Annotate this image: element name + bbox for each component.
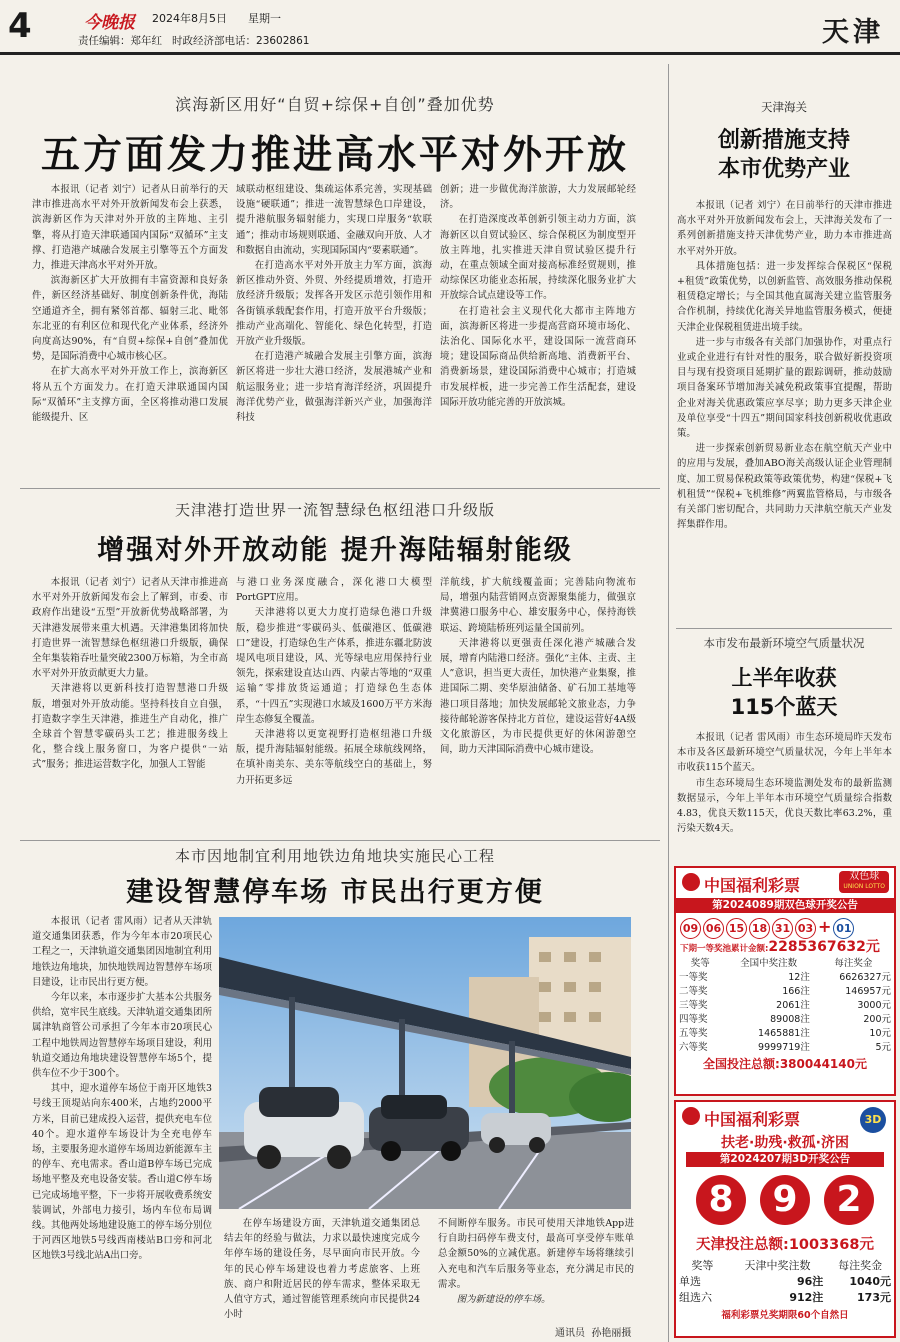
editor-line: 责任编辑：郑年红 时政经济部电话：23602861 bbox=[78, 35, 310, 47]
paper-logo: 今晚报 bbox=[84, 13, 135, 33]
digit-ball: 2 bbox=[824, 1175, 874, 1225]
article2-column-2: 与港口业务深度融合，深化港口大模型PortGPT应用。 天津港将以更大力度打造绿色港口升级版，稳步推进“零碳码头、低碳港区、低碳港口”建设，打造绿色生产体系，推进东疆北防波堤风电项目建设，风、光等绿电应用保持行业领先，探索建设直达山西、内蒙古等地的“双重运输”零排放货运通道；打造绿色生态体系，“十四五”实现港口水域及1600万平方米海岸生态修复全覆盖。 天津港将以更宽视野打造枢纽港口升级版，提升海陆辐射能级。拓展全球航线网络，在填补南美东、美东等航线空白的基础上，努力开拓更多远 bbox=[236, 577, 432, 786]
red-ball: 06 bbox=[703, 918, 724, 939]
section-name: 天津 bbox=[822, 17, 884, 48]
parking-lot-illustration bbox=[219, 917, 631, 1209]
lottery1-issue: 第2024089期双色球开奖公告 bbox=[676, 898, 894, 913]
sidebar2-kicker: 本市发布最新环境空气质量状况 bbox=[703, 636, 865, 650]
right-column-divider bbox=[668, 64, 669, 1342]
sidebar1-body: 本报讯（记者 刘宁）在日前举行的天津市推进高水平对外开放新闻发布会上，天津海关发布了一系列创新措施支持天津优势产业，助力本市推进高水平对外开放。 具体措施包括：进一步发挥综合保税区“保税+租赁”政策优势，以创新监管、高效服务推动保税租赁稳定增长；与全国其他直属海关建立监管服务合作机制，持续优化海关异地监管服务模式，便捷天津企业保税租赁进出境手续。 进一步与市级各有关部门加强协作，对重点行业或企业进行有针对性的服务，联合做好新投资项目与现有投资项目延期扩量的跟踪调研，推动鼓励项目备案环节增加海关减免税政策事宜提醒，帮助企业对海关优惠政策应享尽享；助力更多天津企业及单位享受“十四五”期间国家科技创新税收优惠政策。 进一步探索创新贸易新业态在航空航天产业中的应用与发展，叠加ABO海关高级认证企业管理制度、加工贸易保税政策等政策优势，构建“保税+飞机租赁”“保税+飞机维修”两翼监管格局，与市级各有关部门密切配合，共同助力天津航空航天产业发挥集群作用。 bbox=[677, 200, 892, 531]
article1-column-3: 创新；进一步做优海洋旅游，大力发展邮轮经济。 在打造深度改革创新引领主动力方面，滨海新区以自贸试验区、综合保税区为制度型开放主阵地，扎实推进天津自贸试验区提升行动，在重点领域全面对接高标准经贸规则，推动综保区功能业态拓展，持续深化服务业扩大开放综合试点建设等工作。 在打造社会主义现代化大都市主阵地方面，滨海新区将进一步提高营商环境市场化、法治化、国际化水平，建设国际一流营商环境；建设国际商品供给新高地、消费新平台、消费新场景，建设国际消费中心城市；打造城市发展样板，进一步完善工作生活配套，建设国际开放功能完善的开放滨城。 bbox=[440, 184, 636, 408]
table-row: 一等奖 12注 6626327元 bbox=[679, 972, 891, 983]
issue-date: 2024年8月5日 bbox=[152, 12, 227, 25]
table-row: 组选六 912注 173元 bbox=[679, 1291, 891, 1304]
article3-kicker: 本市因地制宜利用地铁边角地块实施民心工程 bbox=[174, 847, 495, 865]
parking-lot-photo bbox=[219, 917, 631, 1209]
article2-bottom-rule bbox=[20, 840, 660, 841]
article1-headline: 五方面发力推进高水平对外开放 bbox=[40, 133, 629, 178]
digit-ball: 9 bbox=[760, 1175, 810, 1225]
article2-column-1: 本报讯（记者 刘宁）记者从天津市推进高水平对外开放新闻发布会上了解到，市委、市政府作出建设“五型”开放新优势战略部署，为天津港发展带来重大机遇。天津港集团将加快打造世界一流智慧绿色枢纽港口升级版，确保全年集装箱吞吐量突破2300万标箱，为全市高水平对外开放贡献更大力量。 天津港将以更新科技打造智慧港口升级版，增强对外开放动能。坚持科技自立自强，打造数字孪生天津港，推进生产自动化，推广全球首个智慧零碳码头工艺；推进服务线上化，整合线上服务窗口，为客户提供“一站式”服务；推进运营数字化，加强人工智能 bbox=[32, 577, 228, 771]
article2-headline: 增强对外开放动能 提升海陆辐射能级 bbox=[97, 535, 573, 566]
jackpot-line: 下期一等奖池累计金额:2285367632元 bbox=[680, 939, 880, 955]
issue-weekday: 星期一 bbox=[248, 12, 281, 25]
article3-bottom-column-1: 在停车场建设方面，天津轨道交通集团总结去年的经验与做法，力求以最快速度完成今年停车场的建设任务，尽早面向市民开放。今年的民心停车场建设也着力考虑旅客、上班族、商户和附近居民的停车需求，整体采取无人值守方式，通过智能管理系统向市民提供24小时 bbox=[224, 1218, 420, 1321]
table-row: 二等奖 166注 146957元 bbox=[679, 986, 891, 997]
lottery2-total: 天津投注总额:1003368元 bbox=[696, 1237, 874, 1253]
union-lotto-prize-table: 奖等 全国中奖注数 每注奖金 一等奖 12注 6626327元 二等奖 166注 146957元 三等奖 2061注 3000元 四等奖 89008注 200元 五等奖 1465881注 10元 六等奖 9999719注 5元 bbox=[676, 955, 894, 1053]
lottery-brand: 中国福利彩票 bbox=[704, 1110, 801, 1129]
sidebar1-source: 天津海关 bbox=[755, 100, 813, 114]
sidebar2-headline-1: 上半年收获 bbox=[731, 666, 837, 690]
masthead bbox=[0, 0, 900, 52]
article1-column-1: 本报讯（记者 刘宁）记者从日前举行的天津市推进高水平对外开放新闻发布会上获悉，滨海新区作为天津对外开放的主阵地、主引擎，将从打造天津联通国内国际“双循环”主支撑、打造港产城融合发展主引擎等五个方面发力，推进天津高水平对外开放。 滨海新区扩大开放拥有丰富资源和良好条件，新区经济基础好、制度创新条件优，海陆空通道齐全，拥有紧邻首都、辐射三北、毗邻东北亚的有利区位和现代化产业体系，经济外向度高达90%，有“自贸+综保+自创”叠加优势，是国际消费中心城市核心区。 在扩大高水平对外开放工作上，滨海新区将从五个方面发力。在打造天津联通国内国际“双循环”主支撑方面，全区将推动港口发展能级提升、区 bbox=[32, 184, 228, 424]
sidebar1-headline-2: 本市优势产业 bbox=[717, 157, 850, 182]
article3-bottom-column-2: 不间断停车服务。市民可使用天津地铁App进行自助扫码停车费支付，最高可享受停车账单总金额50%的立减优惠。新建停车场将继续引入充电和汽车后服务等业态，充分满足市民的需求。 图为新建设的停车场。 bbox=[438, 1216, 634, 1336]
sidebar1-source-bar bbox=[676, 96, 892, 115]
red-ball: 09 bbox=[680, 918, 701, 939]
lottery-brand: 中国福利彩票 bbox=[704, 876, 801, 895]
table-row: 六等奖 9999719注 5元 bbox=[679, 1042, 891, 1053]
article2-kicker: 天津港打造世界一流智慧绿色枢纽港口升级版 bbox=[174, 501, 495, 519]
red-ball: 31 bbox=[772, 918, 793, 939]
photo-caption: 图为新建设的停车场。 bbox=[456, 1294, 551, 1306]
article1-bottom-rule bbox=[20, 488, 660, 489]
sidebar2-headline-2: 115个蓝天 bbox=[730, 695, 838, 719]
lottery2-issue: 第2024207期3D开奖公告 bbox=[686, 1152, 884, 1167]
article3-headline: 建设智慧停车场 市民出行更方便 bbox=[126, 877, 544, 908]
red-ball: 18 bbox=[749, 918, 770, 939]
3d-logo: 3D bbox=[860, 1107, 886, 1133]
3d-winning-digits bbox=[676, 1175, 894, 1229]
table-row: 三等奖 2061注 3000元 bbox=[679, 1000, 891, 1011]
lottery-logo-icon bbox=[682, 873, 700, 891]
table-row: 四等奖 89008注 200元 bbox=[679, 1014, 891, 1025]
winning-numbers: 09 06 15 18 31 03 + 01 bbox=[676, 913, 894, 939]
lottery2-slogan: 扶老·助残·救孤·济困 bbox=[721, 1135, 849, 1151]
table-row: 五等奖 1465881注 10元 bbox=[679, 1028, 891, 1039]
article2-column-3: 洋航线，扩大航线覆盖面；完善陆向物流布局，增强内陆营销网点资源聚集能力，做强京津冀港口服务中心、雄安服务中心，保持海铁联运、跨境陆桥班列运量全国前列。 天津港将以更强责任深化港产城融合发展，增育内陆港口经济。强化“主体、主责、主人”意识，担当更大责任，加快港产业集聚，推进国际二期、奕华原油储备、矿石加工基地等港口项目落地；加快发展邮轮文旅业态，力争接待邮轮游客保持北方首位，建设运营好4A级文化旅游区，为市民提供更好的休闲游憩空间，助力天津国际消费中心城市建设。 bbox=[440, 577, 636, 756]
lottery-3d-box bbox=[674, 1100, 896, 1338]
union-lotto-logo: 双色球 UNION LOTTO bbox=[839, 871, 889, 893]
article3-left-column: 本报讯（记者 雷风雨）记者从天津轨道交通集团获悉，作为今年本市20项民心工程之一，天津轨道交通集团因地制宜利用地铁边角地块，加快地铁周边智慧停车场项目建设，让市民出行更方便。 今年以来，本市逐步扩大基本公共服务供给，宽牢民生底线。天津轨道交通集团所属津轨商管公司承担了今年本市20项民心工程中地铁周边智慧停车场项目建设，利用轨道交通边角地块建设智慧停车场5个，提供车位不少于300个。 其中，迎水道停车场位于南开区地铁3号线王顶堤站向东400米，占地约2000平方米，目前已建成投入运营，提供充电车位40个。迎水道停车场设计为全充电停车场，主要服务迎水道停车场周边新能源车主的停车、充电需求。香山道B停车场已完成场地平整及充电设备安装。香山道C停车场已完成场地平整，下一步将开展收费系统安装调试，外部电力接引，场内车位布局调线。其他两处场地建设施工的停车场分别位于河西区地铁5号线西南楼站B口旁和河北区地铁3号线北站A出口旁。 bbox=[32, 916, 212, 1262]
red-ball: 03 bbox=[795, 918, 816, 939]
lottery-union-lotto-box bbox=[674, 866, 896, 1096]
article1-column-2: 域联动枢纽建设、集疏运体系完善，实现基础设施“硬联通”；推进一流智慧绿色口岸建设，提升港航服务辐射能力，实现口岸服务“软联通”；推动市场规则联通、金融双向开放、人才和数据自由流动，实现国际国内“要素联通”。 在打造高水平对外开放主力军方面，滨海新区推动外资、外贸、外经提质增效，打造开放经济升级版；发挥各开发区示范引领作用和各街镇承载配套作用，打造开放平台升级版；推动产业高端化、智能化、绿色化转型，打造开放产业升级版。 在打造港产城融合发展主引擎方面，滨海新区将进一步壮大港口经济，发展港城产业和航运服务业；进一步培育海洋经济，巩固提升海洋优势产业，做强海洋新兴产业，加强海洋科技 bbox=[236, 184, 432, 424]
digit-ball: 8 bbox=[696, 1175, 746, 1225]
sidebar1-bottom-rule bbox=[676, 628, 892, 629]
blue-ball: 01 bbox=[833, 918, 854, 939]
lottery2-footer: 福利彩票兑奖期限60个自然日 bbox=[721, 1310, 849, 1321]
article1-kicker: 滨海新区用好“自贸+综保+自创”叠加优势 bbox=[175, 95, 495, 114]
lottery1-total: 全国投注总额:380044140元 bbox=[703, 1057, 867, 1071]
sidebar1-headline-1: 创新措施支持 bbox=[717, 128, 850, 153]
masthead-rule bbox=[0, 52, 900, 55]
red-ball: 15 bbox=[726, 918, 747, 939]
lottery-logo-icon bbox=[682, 1107, 700, 1125]
3d-prize-table: 奖等 天津中奖注数 每注奖金 单选 96注 1040元 组选六 912注 173元 bbox=[676, 1257, 894, 1305]
photo-credit: 通讯员 孙艳丽摄 bbox=[555, 1328, 632, 1339]
table-row: 单选 96注 1040元 bbox=[679, 1275, 891, 1288]
sidebar2-body: 本报讯（记者 雷风雨）市生态环境局昨天发布本市及各区最新环境空气质量状况，今年上半年本市收获115个蓝天。 市生态环境局生态环境监测处发布的最新监测数据显示，今年上半年本市环境空气质量综合指数4.83，优良天数115天，优良天数比率63.2%，重污染天数4天。 bbox=[677, 732, 892, 835]
page-number: 4 bbox=[8, 6, 32, 46]
